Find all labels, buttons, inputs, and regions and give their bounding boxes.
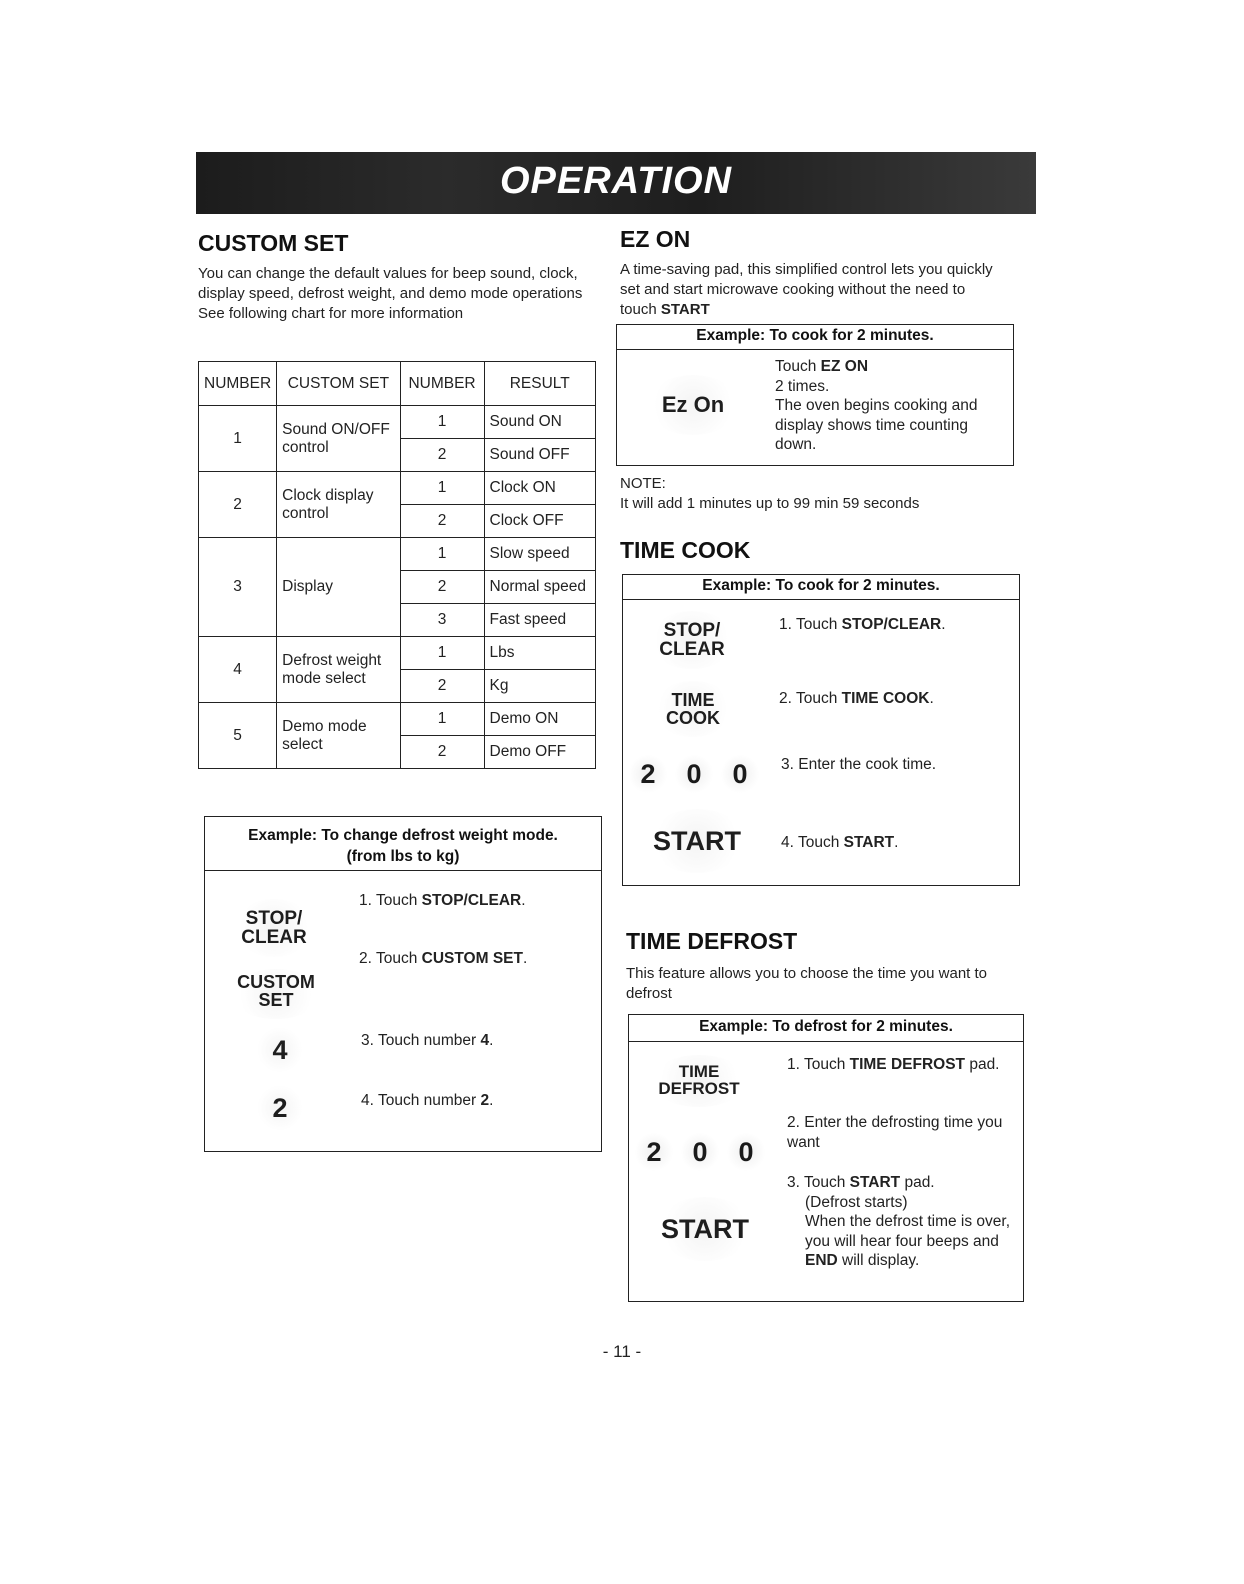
step-suffix: .	[489, 1092, 494, 1109]
step-bold: TIME DEFROST	[849, 1056, 966, 1073]
stop-pad-line1: STOP/	[663, 620, 721, 641]
time-cook-heading: TIME COOK	[620, 537, 751, 563]
option-number: 3	[400, 604, 484, 637]
option-number: 1	[400, 538, 484, 571]
digit-0-pad[interactable]: 0	[675, 755, 713, 793]
digit-0-pad[interactable]: 0	[681, 1133, 719, 1171]
option-result: Kg	[484, 670, 596, 703]
custom-set-heading: CUSTOM SET	[198, 230, 349, 256]
time-pad-line1: TIME	[678, 1062, 720, 1081]
time-defrost-step-2: 2. Enter the defrosting time you want	[787, 1114, 1003, 1151]
time-pad-line2: DEFROST	[658, 1079, 740, 1098]
page-number: - 11 -	[602, 1342, 642, 1361]
ez-on-heading: EZ ON	[620, 226, 691, 252]
step-suffix: pad.	[900, 1174, 935, 1191]
time-defrost-step-3	[787, 1173, 1021, 1271]
ez-on-example-box	[616, 324, 1014, 466]
option-result: Lbs	[484, 637, 596, 670]
step-text: 3. Enter the cook time.	[781, 756, 937, 773]
stop-pad-line2: CLEAR	[659, 639, 725, 660]
custom-set-description	[198, 264, 588, 324]
step-bold: 2	[480, 1092, 490, 1109]
custom-pad-line1: CUSTOM	[237, 972, 315, 992]
step-suffix: .	[522, 950, 528, 967]
header-result: RESULT	[484, 362, 596, 406]
step-text: 3. Touch number	[361, 1032, 481, 1049]
option-result: Normal speed	[484, 571, 596, 604]
group-name: Sound ON/OFF control	[277, 406, 400, 472]
table-row	[199, 472, 596, 505]
option-number: 2	[400, 505, 484, 538]
option-number: 1	[400, 703, 484, 736]
step-suffix: .	[941, 616, 946, 633]
ez-on-paragraph-bold: START	[660, 301, 710, 318]
ez-on-description	[620, 260, 1000, 320]
custom-step-3	[361, 1031, 493, 1051]
ez-on-instructions	[775, 357, 995, 455]
stop-clear-pad[interactable]	[235, 899, 313, 957]
time-cook-example-box	[622, 574, 1020, 886]
time-cook-step-3	[781, 755, 936, 775]
ez-on-line1-bold: EZ ON	[820, 358, 869, 375]
custom-step-2	[359, 949, 527, 969]
time-cook-step-2	[779, 689, 934, 709]
time-pad-line2: COOK	[666, 708, 720, 728]
start-pad[interactable]: START	[657, 1197, 753, 1261]
group-number: 5	[199, 703, 277, 769]
group-number: 3	[199, 538, 277, 637]
option-result: Demo OFF	[484, 736, 596, 769]
step-suffix: .	[894, 834, 899, 851]
custom-set-paragraph: You can change the default values for beep sound, clock, display speed, defrost weight, and demo mode operations	[198, 265, 583, 302]
time-cook-step-4	[781, 833, 898, 853]
step-text: 1. Touch	[787, 1056, 850, 1073]
step3-end-bold: END	[805, 1252, 838, 1269]
time-defrost-example-box	[628, 1014, 1024, 1302]
step-bold: STOP/CLEAR	[841, 616, 942, 633]
banner-title: OPERATION	[499, 160, 733, 202]
table-row	[199, 703, 596, 736]
option-result: Demo ON	[484, 703, 596, 736]
group-name: Display	[277, 538, 400, 637]
option-result: Clock ON	[484, 472, 596, 505]
note-label: NOTE:	[620, 475, 666, 492]
step3-line4: will display.	[837, 1252, 920, 1269]
stop-pad-line2: CLEAR	[241, 927, 307, 948]
option-number: 1	[400, 472, 484, 505]
step-text: 2. Touch	[359, 950, 422, 967]
step-text: 4. Touch number	[361, 1092, 481, 1109]
digit-pads	[635, 1133, 773, 1171]
time-defrost-step-1	[787, 1055, 1000, 1075]
step-text: 1. Touch	[359, 892, 422, 909]
digit-0-pad[interactable]: 0	[721, 755, 759, 793]
step-text: 2. Touch	[779, 690, 842, 707]
time-cook-step-1	[779, 615, 946, 635]
step-suffix: .	[489, 1032, 494, 1049]
group-number: 2	[199, 472, 277, 538]
digit-2-pad[interactable]: 2	[635, 1133, 673, 1171]
digit-0-pad[interactable]: 0	[727, 1133, 765, 1171]
ez-on-example-title: Example: To cook for 2 minutes.	[617, 325, 1013, 350]
time-cook-example-title: Example: To cook for 2 minutes.	[623, 575, 1019, 600]
ez-on-line1: Touch	[775, 358, 821, 375]
custom-set-chart-note: See following chart for more information	[198, 305, 464, 322]
option-result: Slow speed	[484, 538, 596, 571]
ez-on-paragraph: A time-saving pad, this simplified control lets you quickly set and start microwave cooking without the need to touch	[620, 261, 993, 318]
group-name: Clock display control	[277, 472, 400, 538]
time-defrost-heading: TIME DEFROST	[626, 928, 798, 954]
step3-line3: When the defrost time is over, you will hear four beeps and	[805, 1213, 1011, 1250]
option-number: 2	[400, 571, 484, 604]
number-2-pad[interactable]: 2	[257, 1085, 303, 1131]
option-number: 1	[400, 637, 484, 670]
digit-2-pad[interactable]: 2	[629, 755, 667, 793]
time-cook-pad[interactable]	[653, 681, 733, 737]
note-text: It will add 1 minutes up to 99 min 59 seconds	[620, 495, 920, 512]
table-row	[199, 406, 596, 439]
table-row	[199, 637, 596, 670]
example-title-line2: (from lbs to kg)	[346, 848, 460, 865]
time-defrost-description: This feature allows you to choose the time you want to defrost	[626, 965, 988, 1002]
custom-set-pad[interactable]	[231, 969, 321, 1019]
header-number: NUMBER	[199, 362, 277, 406]
group-number: 4	[199, 637, 277, 703]
header-custom-set: CUSTOM SET	[277, 362, 400, 406]
group-number: 1	[199, 406, 277, 472]
table-row	[199, 538, 596, 571]
custom-pad-line2: SET	[258, 990, 294, 1010]
start-pad[interactable]: START	[649, 809, 745, 873]
time-defrost-pad[interactable]	[651, 1055, 747, 1107]
custom-step-1	[359, 891, 526, 911]
custom-step-4	[361, 1091, 493, 1111]
step3-line2: (Defrost starts)	[805, 1193, 908, 1211]
step-suffix: .	[929, 690, 934, 707]
operation-banner	[196, 152, 1036, 214]
option-result: Sound ON	[484, 406, 596, 439]
option-number: 2	[400, 670, 484, 703]
step-text: 1. Touch	[779, 616, 842, 633]
table-header-row	[199, 362, 596, 406]
step-bold: STOP/CLEAR	[421, 892, 522, 909]
digit-pads	[629, 755, 767, 793]
custom-set-table	[198, 361, 596, 769]
ez-on-pad[interactable]: Ez On	[647, 375, 739, 435]
group-name: Defrost weight mode select	[277, 637, 400, 703]
ez-on-line3: The oven begins cooking and display shows time counting down.	[775, 397, 978, 453]
stop-clear-pad[interactable]	[649, 611, 735, 669]
step-bold: CUSTOM SET	[421, 950, 523, 967]
step-suffix: pad.	[965, 1056, 1000, 1073]
step-bold: START	[849, 1174, 901, 1191]
step-bold: START	[843, 834, 895, 851]
stop-pad-line1: STOP/	[245, 908, 303, 929]
step-text: 3. Touch	[787, 1174, 850, 1191]
step-suffix: .	[521, 892, 526, 909]
step-bold: 4	[480, 1032, 490, 1049]
option-result: Fast speed	[484, 604, 596, 637]
ez-on-note	[620, 474, 1020, 514]
step-text: 4. Touch	[781, 834, 844, 851]
custom-set-example-title	[205, 817, 601, 871]
option-result: Sound OFF	[484, 439, 596, 472]
group-name: Demo mode select	[277, 703, 400, 769]
time-defrost-example-title: Example: To defrost for 2 minutes.	[629, 1015, 1023, 1042]
time-pad-line1: TIME	[671, 690, 715, 710]
header-option-number: NUMBER	[400, 362, 484, 406]
number-4-pad[interactable]: 4	[257, 1027, 303, 1073]
option-result: Clock OFF	[484, 505, 596, 538]
ez-on-line2: 2 times.	[775, 377, 830, 395]
option-number: 1	[400, 406, 484, 439]
option-number: 2	[400, 439, 484, 472]
step-bold: TIME COOK	[841, 690, 930, 707]
option-number: 2	[400, 736, 484, 769]
custom-set-example-box	[204, 816, 602, 1152]
example-title-line1: Example: To change defrost weight mode.	[248, 827, 558, 844]
